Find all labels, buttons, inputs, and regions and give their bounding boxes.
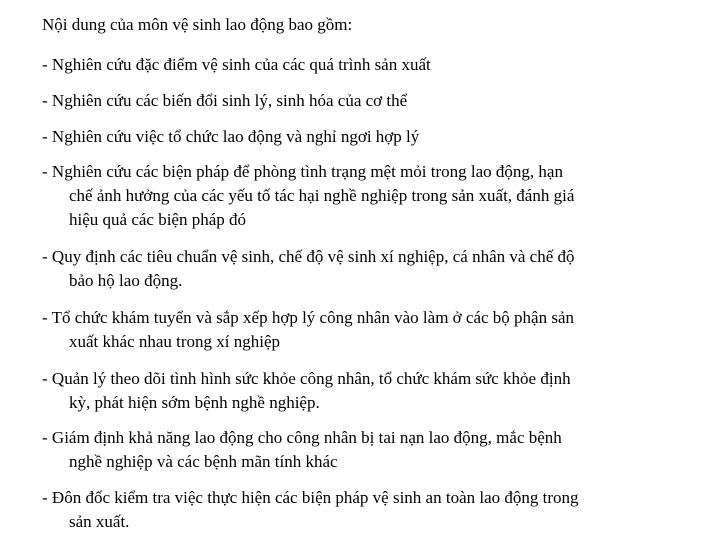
list-item-line: kỳ, phát hiện sớm bệnh nghề nghiệp. bbox=[69, 393, 320, 412]
list-item-line: - Nghiên cứu các biện pháp để phòng tình trạng mệt mỏi trong lao động, hạn bbox=[42, 162, 563, 181]
list-item bbox=[42, 89, 682, 113]
list-item-line: - Tổ chức khám tuyển và sắp xếp hợp lý công nhân vào làm ở các bộ phận sản bbox=[42, 308, 575, 327]
list-item-line: - Nghiên cứu đặc điểm vệ sinh của các quá trình sản xuất bbox=[42, 55, 431, 74]
list-item-line: xuất khác nhau trong xí nghiệp bbox=[69, 332, 281, 351]
list-item bbox=[42, 367, 682, 415]
list-item bbox=[42, 160, 682, 232]
list-item-line: - Đôn đốc kiểm tra việc thực hiện các biện pháp vệ sinh an toàn lao động trong bbox=[42, 488, 579, 507]
list-item-line: bảo hộ lao động. bbox=[69, 271, 183, 290]
list-item-line: - Giám định khả năng lao động cho công nhân bị tai nạn lao động, mắc bệnh bbox=[42, 428, 562, 447]
list-item-line: hiệu quả các biện pháp đó bbox=[69, 210, 247, 229]
list-item-line: - Nghiên cứu các biến đổi sinh lý, sinh hóa của cơ thể bbox=[42, 91, 408, 110]
slide-heading: Nội dung của môn vệ sinh lao động bao gồm: bbox=[42, 15, 353, 34]
list-item-line: - Quản lý theo dõi tình hình sức khỏe công nhân, tổ chức khám sức khỏe định bbox=[42, 369, 571, 388]
list-item-line: - Quy định các tiêu chuẩn vệ sinh, chế độ vệ sinh xí nghiệp, cá nhân và chế độ bbox=[42, 247, 575, 266]
list-item bbox=[42, 53, 682, 77]
list-item-line: - Nghiên cứu việc tổ chức lao động và nghỉ ngơi hợp lý bbox=[42, 127, 420, 146]
list-item bbox=[42, 426, 682, 474]
list-item-line: nghề nghiệp và các bệnh mãn tính khác bbox=[69, 452, 338, 471]
list-item bbox=[42, 306, 682, 354]
list-item bbox=[42, 125, 682, 149]
list-item bbox=[42, 245, 682, 293]
list-item bbox=[42, 486, 682, 534]
list-item-line: chế ảnh hưởng của các yếu tố tác hại nghề nghiệp trong sản xuất, đánh giá bbox=[69, 186, 575, 205]
list-item-line: sản xuất. bbox=[69, 512, 130, 531]
